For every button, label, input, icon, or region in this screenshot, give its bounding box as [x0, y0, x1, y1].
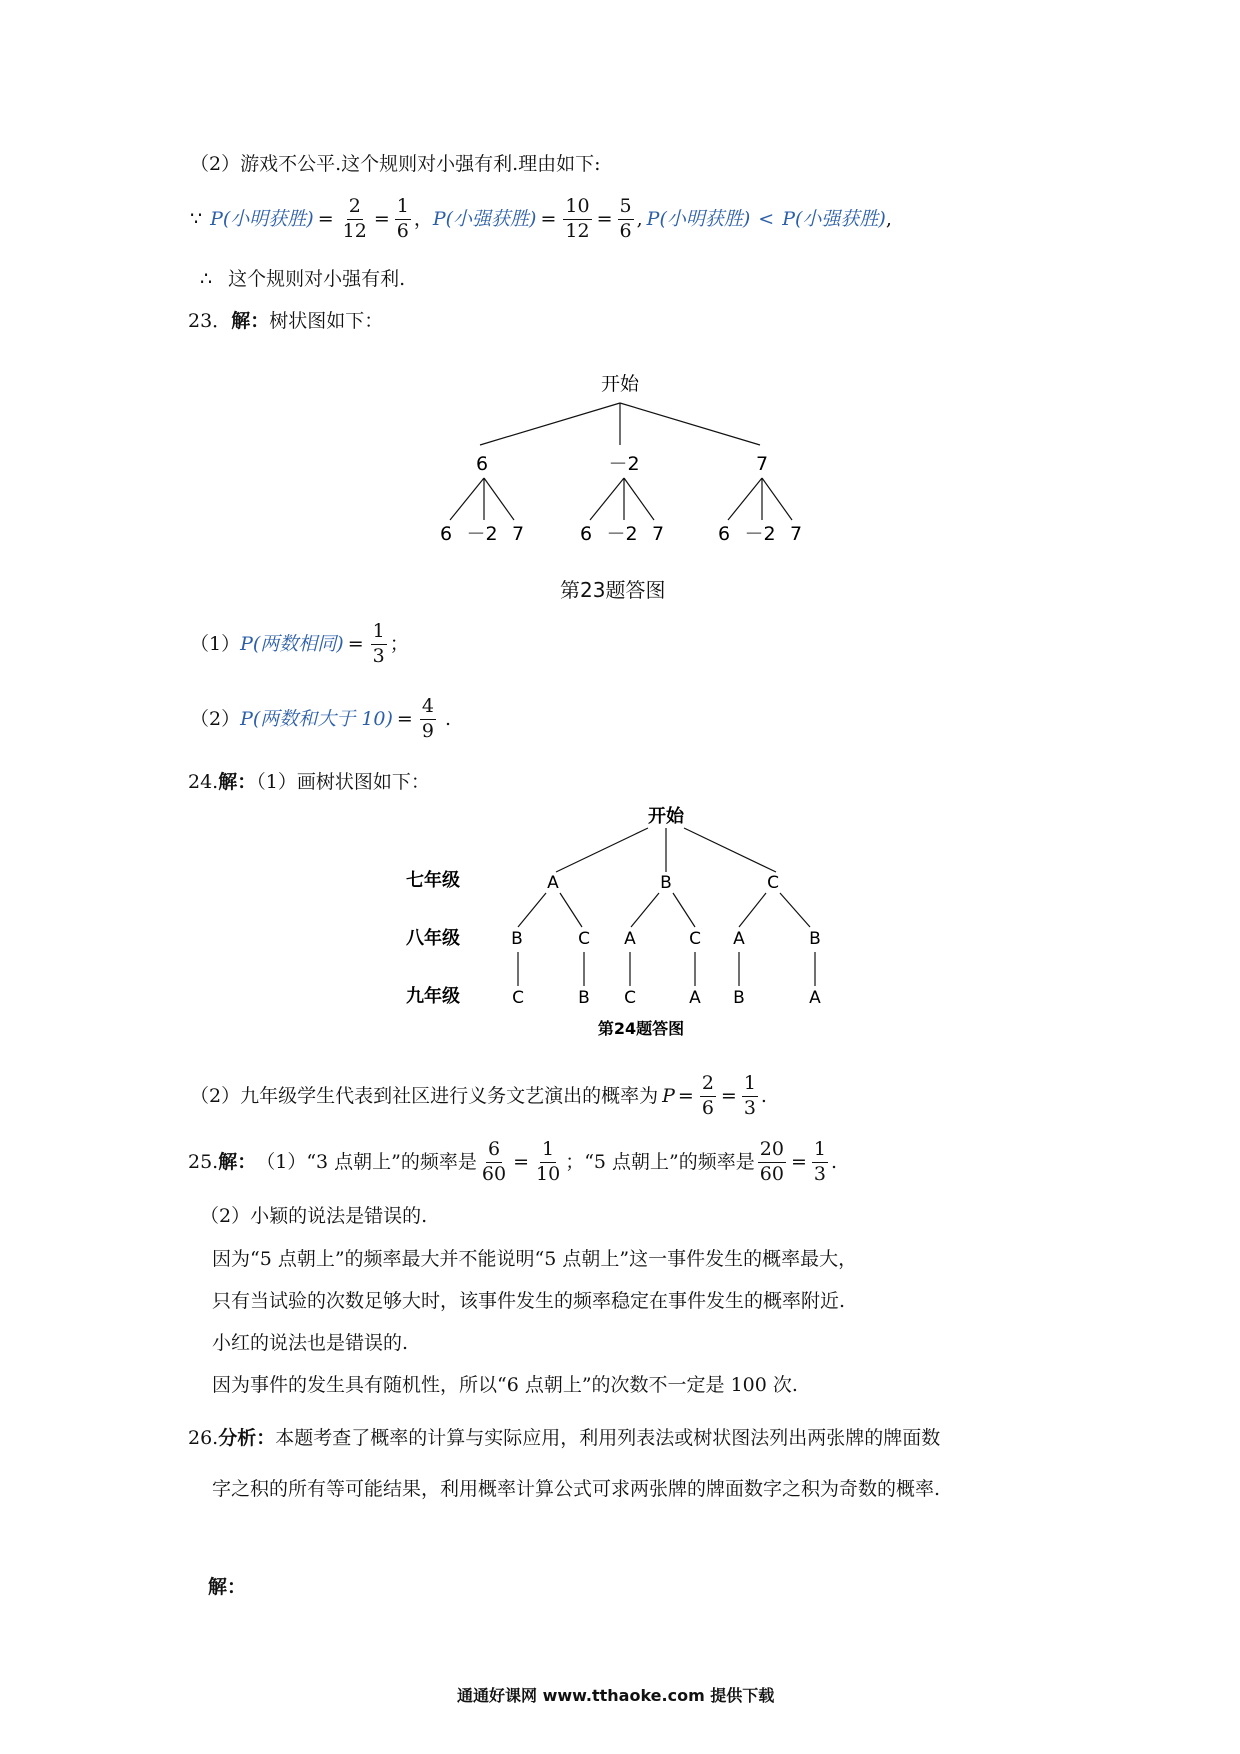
- question-number: 23．: [188, 310, 232, 332]
- tree-leaf: 7: [789, 523, 803, 545]
- prob-expr: P(两数和大于 10): [240, 707, 393, 730]
- comma: ,: [636, 207, 643, 230]
- tree-node-l2: B: [809, 929, 821, 949]
- tree-node-l2: B: [511, 929, 523, 949]
- q25-line2: （2）小颖的说法是错误的.: [200, 1205, 428, 1227]
- answer-text: ；“5 点朝上”的频率是: [565, 1150, 755, 1173]
- q22-part2-intro: （2）游戏不公平.这个规则对小强有利.理由如下:: [190, 153, 601, 175]
- tree-leaf: －2: [466, 523, 498, 545]
- fraction: $\frac{1}{3}$: [813, 1138, 826, 1185]
- tree-node-l1: －2: [608, 453, 640, 475]
- tree-node-l1: C: [767, 873, 779, 893]
- equals-sign: =: [317, 207, 334, 230]
- tree-root: 开始: [648, 806, 684, 827]
- comma: ,: [885, 207, 892, 230]
- q23-figure-caption: 第23题答图: [560, 578, 666, 602]
- tree-leaf: 6: [439, 523, 453, 545]
- equals-sign: =: [720, 1084, 737, 1107]
- prob-xiaoqiang-expr: P(小强获胜): [432, 207, 537, 230]
- row-label-grade9: 九年级: [406, 986, 460, 1007]
- fraction: $\frac{1}{3}$: [743, 1072, 756, 1119]
- fraction: $\frac{2}{6}$: [701, 1072, 714, 1119]
- fraction: $\frac{4}{9}$: [421, 695, 434, 742]
- tree-leaf: A: [689, 988, 701, 1008]
- equals-sign: =: [596, 207, 613, 230]
- tree-node-l2: C: [578, 929, 590, 949]
- solution-label: 解：: [218, 1150, 257, 1173]
- question-number: 26.: [188, 1427, 219, 1449]
- tree-node-l2: A: [624, 929, 636, 949]
- prob-xiaoqiang-expr: P(小强获胜): [782, 207, 886, 230]
- q25-line5: 小红的说法也是错误的.: [212, 1332, 409, 1354]
- tree-leaf: 6: [579, 523, 593, 545]
- fraction: $\frac{20}{60}$: [759, 1138, 784, 1185]
- because-symbol: ∵: [190, 207, 203, 230]
- tree-leaf: A: [809, 988, 821, 1008]
- comma: ，: [413, 207, 433, 230]
- equals-sign: =: [513, 1150, 529, 1173]
- equals-sign: =: [347, 632, 364, 655]
- solution-label: 解：: [231, 310, 270, 332]
- less-than-sign: <: [758, 207, 775, 230]
- tree-node-l2: C: [689, 929, 701, 949]
- row-label-grade8: 八年级: [406, 928, 460, 949]
- prob-expr: P(两数相同): [240, 632, 344, 655]
- tree-node-l1: B: [660, 873, 672, 893]
- tree-node-l1: 7: [755, 453, 769, 475]
- tree-leaf: C: [624, 988, 636, 1008]
- tree-edges-level3: [518, 952, 815, 986]
- tree-leaf: －2: [744, 523, 776, 545]
- variable-p: P: [662, 1084, 675, 1107]
- heading-text: （1）画树状图如下：: [256, 771, 430, 793]
- tree-edges-level1: [556, 828, 776, 872]
- tree-leaf: 7: [651, 523, 665, 545]
- semicolon: ；: [389, 632, 409, 655]
- equals-sign: =: [790, 1150, 807, 1173]
- fraction: $\frac{1}{3}$: [372, 620, 385, 667]
- q24-figure-caption: 第24题答图: [597, 1019, 685, 1038]
- q26-solution-label: 解：: [208, 1576, 247, 1598]
- part-number: （1）: [190, 632, 241, 655]
- tree-node-l1: A: [547, 873, 559, 893]
- q26-line2: 字之积的所有等可能结果，利用概率计算公式可求两张牌的牌面数字之积为奇数的概率.: [212, 1478, 941, 1500]
- period: .: [760, 1084, 767, 1107]
- q26-line1: [188, 1429, 940, 1448]
- q25-line1: [188, 1140, 837, 1185]
- equals-sign: =: [396, 707, 413, 730]
- period: .: [444, 707, 451, 730]
- fraction: $\frac{2}{12}$: [342, 195, 367, 242]
- equals-sign: =: [540, 207, 557, 230]
- row-label-grade7: 七年级: [406, 870, 460, 891]
- conclusion-text: 这个规则对小强有利.: [228, 268, 406, 290]
- tree-node-l2: A: [733, 929, 745, 949]
- analysis-label: 分析：: [218, 1427, 276, 1449]
- fraction: $\frac{5}{6}$: [619, 195, 632, 242]
- page-footer: 通通好课网 www.tthaoke.com 提供下载: [457, 1686, 775, 1705]
- tree-leaf: －2: [606, 523, 638, 545]
- prob-xiaoming-expr: P(小明获胜): [210, 207, 314, 230]
- therefore-symbol: ∴: [200, 268, 213, 290]
- q24-answer-2: [190, 1074, 767, 1119]
- answer-text: （2）九年级学生代表到社区进行义务文艺演出的概率为: [190, 1084, 659, 1107]
- part-number: （2）: [190, 707, 241, 730]
- equals-sign: =: [677, 1084, 694, 1107]
- fraction: $\frac{1}{10}$: [536, 1138, 561, 1185]
- tree-leaf: 7: [511, 523, 525, 545]
- tree-edges-level2: [518, 893, 810, 927]
- heading-text: 树状图如下：: [269, 310, 384, 332]
- q25-line4: 只有当试验的次数足够大时，该事件发生的频率稳定在事件发生的概率附近.: [212, 1290, 846, 1312]
- analysis-text: 本题考查了概率的计算与实际应用，利用列表法或树状图法列出两张牌的牌面数: [275, 1427, 941, 1449]
- q25-line3: 因为“5 点朝上”的频率最大并不能说明“5 点朝上”这一事件发生的概率最大，: [212, 1248, 858, 1270]
- fraction: $\frac{6}{60}$: [481, 1138, 507, 1185]
- tree-leaf: C: [512, 988, 524, 1008]
- tree-root: 开始: [600, 373, 640, 395]
- tree-leaf: 6: [717, 523, 731, 545]
- prob-xiaoming-expr: P(小明获胜): [646, 207, 751, 230]
- tree-node-l1: 6: [475, 453, 489, 475]
- period: .: [830, 1150, 837, 1173]
- answer-text: （1）“3 点朝上”的频率是: [256, 1150, 477, 1173]
- solution-label: 解：: [218, 771, 257, 793]
- tree-leaf: B: [733, 988, 745, 1008]
- q25-line6: 因为事件的发生具有随机性，所以“6 点朝上”的次数不一定是 100 次.: [212, 1374, 798, 1396]
- question-number: 25.: [188, 1150, 219, 1173]
- fraction: $\frac{10}{12}$: [565, 195, 590, 242]
- fraction: $\frac{1}{6}$: [396, 195, 409, 242]
- equals-sign: =: [373, 207, 390, 230]
- tree-leaf: B: [578, 988, 590, 1008]
- question-number: 24.: [188, 771, 219, 793]
